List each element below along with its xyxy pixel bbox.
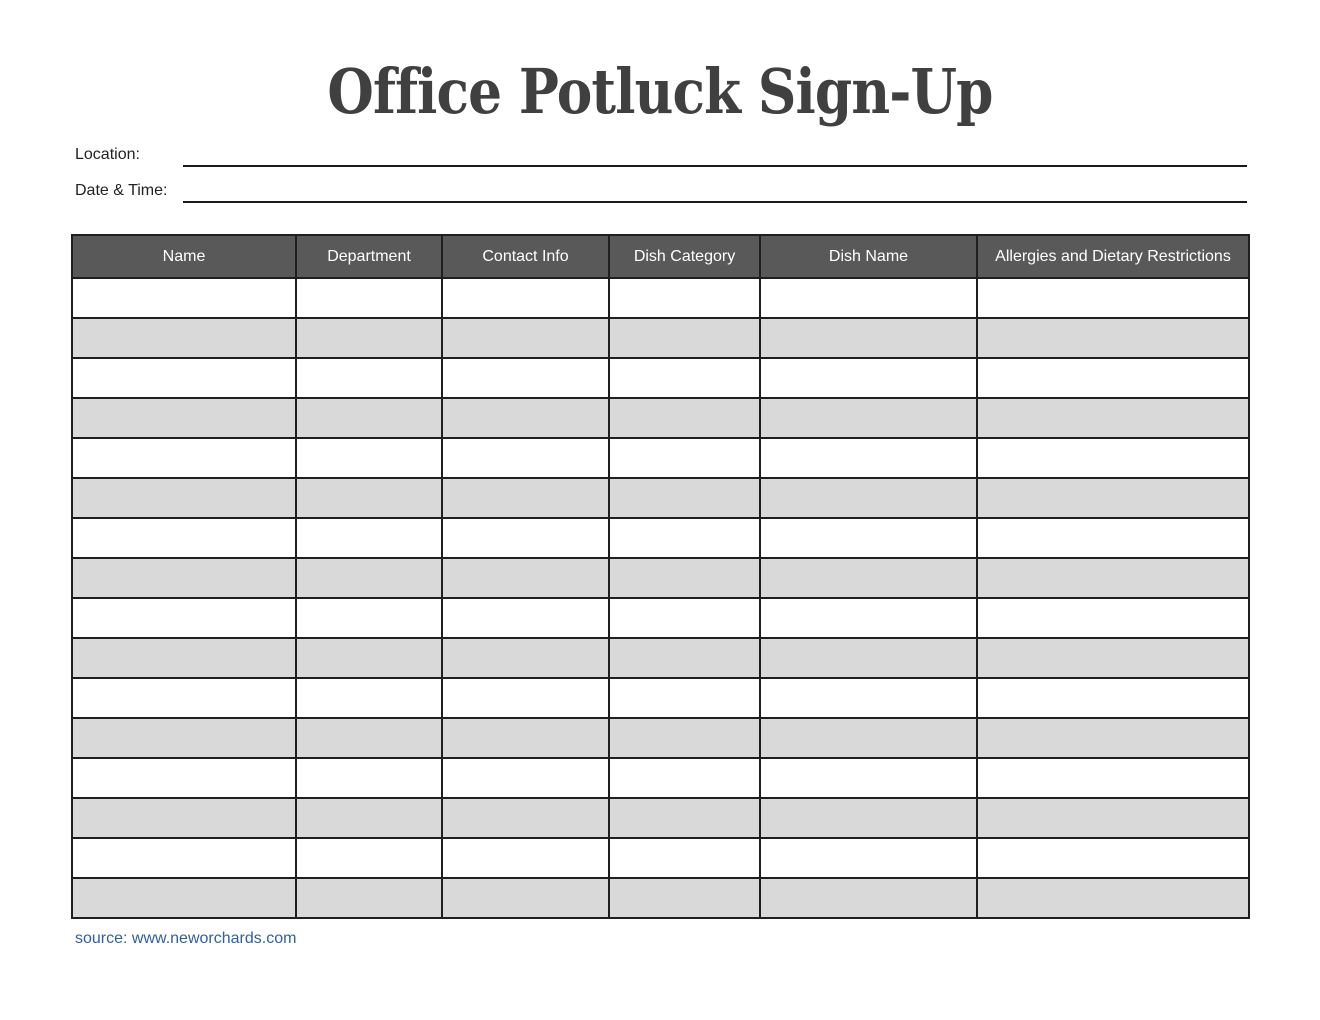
cell-contact-info[interactable]: [442, 278, 609, 318]
cell-dish-category[interactable]: [609, 278, 760, 318]
cell-allergies[interactable]: [977, 318, 1249, 358]
date-time-field[interactable]: [75, 180, 1247, 204]
cell-department[interactable]: [296, 638, 442, 678]
cell-name[interactable]: [72, 398, 296, 438]
cell-department[interactable]: [296, 718, 442, 758]
cell-dish-category[interactable]: [609, 358, 760, 398]
cell-allergies[interactable]: [977, 678, 1249, 718]
cell-dish-category[interactable]: [609, 878, 760, 918]
header-dish-name: Dish Name: [760, 235, 977, 278]
cell-dish-category[interactable]: [609, 558, 760, 598]
table-row: [72, 678, 1249, 718]
cell-contact-info[interactable]: [442, 598, 609, 638]
cell-dish-category[interactable]: [609, 838, 760, 878]
cell-dish-category[interactable]: [609, 758, 760, 798]
header-department: Department: [296, 235, 442, 278]
cell-dish-name[interactable]: [760, 678, 977, 718]
table-row: [72, 438, 1249, 478]
cell-name[interactable]: [72, 638, 296, 678]
cell-dish-category[interactable]: [609, 318, 760, 358]
cell-dish-name[interactable]: [760, 478, 977, 518]
cell-allergies[interactable]: [977, 518, 1249, 558]
cell-contact-info[interactable]: [442, 798, 609, 838]
cell-contact-info[interactable]: [442, 758, 609, 798]
header-dish-category: Dish Category: [609, 235, 760, 278]
cell-name[interactable]: [72, 438, 296, 478]
cell-allergies[interactable]: [977, 798, 1249, 838]
cell-department[interactable]: [296, 518, 442, 558]
cell-contact-info[interactable]: [442, 718, 609, 758]
cell-department[interactable]: [296, 398, 442, 438]
cell-allergies[interactable]: [977, 478, 1249, 518]
table-row: [72, 878, 1249, 918]
cell-allergies[interactable]: [977, 598, 1249, 638]
cell-dish-category[interactable]: [609, 678, 760, 718]
cell-contact-info[interactable]: [442, 398, 609, 438]
cell-allergies[interactable]: [977, 718, 1249, 758]
cell-allergies[interactable]: [977, 358, 1249, 398]
table-row: [72, 638, 1249, 678]
cell-dish-name[interactable]: [760, 438, 977, 478]
cell-dish-name[interactable]: [760, 398, 977, 438]
cell-allergies[interactable]: [977, 638, 1249, 678]
cell-department[interactable]: [296, 278, 442, 318]
cell-name[interactable]: [72, 518, 296, 558]
cell-department[interactable]: [296, 478, 442, 518]
cell-contact-info[interactable]: [442, 438, 609, 478]
cell-name[interactable]: [72, 878, 296, 918]
cell-dish-category[interactable]: [609, 638, 760, 678]
cell-name[interactable]: [72, 718, 296, 758]
cell-dish-category[interactable]: [609, 438, 760, 478]
table-row: [72, 318, 1249, 358]
table-row: [72, 478, 1249, 518]
cell-name[interactable]: [72, 598, 296, 638]
cell-allergies[interactable]: [977, 558, 1249, 598]
cell-contact-info[interactable]: [442, 678, 609, 718]
date-time-label: Date & Time:: [75, 182, 168, 199]
cell-allergies[interactable]: [977, 758, 1249, 798]
cell-dish-name[interactable]: [760, 838, 977, 878]
cell-dish-category[interactable]: [609, 718, 760, 758]
cell-department[interactable]: [296, 558, 442, 598]
table-row: [72, 278, 1249, 318]
cell-dish-name[interactable]: [760, 598, 977, 638]
cell-dish-category[interactable]: [609, 398, 760, 438]
cell-department[interactable]: [296, 438, 442, 478]
cell-dish-name[interactable]: [760, 278, 977, 318]
cell-name[interactable]: [72, 798, 296, 838]
cell-contact-info[interactable]: [442, 838, 609, 878]
table-row: [72, 358, 1249, 398]
header-row: [72, 235, 1249, 278]
header-name: Name: [72, 235, 296, 278]
location-field[interactable]: [75, 144, 1247, 168]
cell-name[interactable]: [72, 558, 296, 598]
table-row: [72, 398, 1249, 438]
cell-department[interactable]: [296, 318, 442, 358]
table-row: [72, 518, 1249, 558]
location-label: Location:: [75, 146, 140, 163]
cell-name[interactable]: [72, 358, 296, 398]
cell-name[interactable]: [72, 678, 296, 718]
header-allergies: Allergies and Dietary Restrictions: [977, 235, 1249, 278]
table-row: [72, 718, 1249, 758]
cell-dish-name[interactable]: [760, 798, 977, 838]
cell-contact-info[interactable]: [442, 358, 609, 398]
cell-contact-info[interactable]: [442, 478, 609, 518]
cell-contact-info[interactable]: [442, 318, 609, 358]
cell-name[interactable]: [72, 758, 296, 798]
cell-allergies[interactable]: [977, 398, 1249, 438]
cell-dish-category[interactable]: [609, 478, 760, 518]
page-title: Office Potluck Sign-Up: [327, 55, 993, 128]
cell-name[interactable]: [72, 478, 296, 518]
cell-contact-info[interactable]: [442, 638, 609, 678]
cell-dish-name[interactable]: [760, 358, 977, 398]
cell-dish-name[interactable]: [760, 318, 977, 358]
cell-department[interactable]: [296, 758, 442, 798]
header-contact-info: Contact Info: [442, 235, 609, 278]
table-body: [72, 278, 1249, 918]
cell-contact-info[interactable]: [442, 558, 609, 598]
cell-dish-name[interactable]: [760, 758, 977, 798]
cell-name[interactable]: [72, 278, 296, 318]
table-row: [72, 758, 1249, 798]
cell-allergies[interactable]: [977, 438, 1249, 478]
table-row: [72, 838, 1249, 878]
signup-table: [71, 234, 1250, 919]
cell-dish-name[interactable]: [760, 718, 977, 758]
cell-dish-category[interactable]: [609, 798, 760, 838]
cell-allergies[interactable]: [977, 878, 1249, 918]
cell-dish-name[interactable]: [760, 878, 977, 918]
cell-name[interactable]: [72, 838, 296, 878]
cell-dish-name[interactable]: [760, 518, 977, 558]
cell-name[interactable]: [72, 318, 296, 358]
cell-department[interactable]: [296, 838, 442, 878]
cell-department[interactable]: [296, 798, 442, 838]
source-link[interactable]: source: www.neworchards.com: [75, 930, 297, 947]
cell-allergies[interactable]: [977, 838, 1249, 878]
cell-dish-name[interactable]: [760, 638, 977, 678]
table-row: [72, 598, 1249, 638]
cell-department[interactable]: [296, 878, 442, 918]
table-row: [72, 798, 1249, 838]
cell-allergies[interactable]: [977, 278, 1249, 318]
cell-dish-name[interactable]: [760, 558, 977, 598]
table-row: [72, 558, 1249, 598]
date-time-line[interactable]: [183, 201, 1247, 203]
location-line[interactable]: [183, 165, 1247, 167]
cell-department[interactable]: [296, 678, 442, 718]
cell-department[interactable]: [296, 358, 442, 398]
cell-contact-info[interactable]: [442, 518, 609, 558]
cell-contact-info[interactable]: [442, 878, 609, 918]
cell-dish-category[interactable]: [609, 518, 760, 558]
cell-department[interactable]: [296, 598, 442, 638]
cell-dish-category[interactable]: [609, 598, 760, 638]
